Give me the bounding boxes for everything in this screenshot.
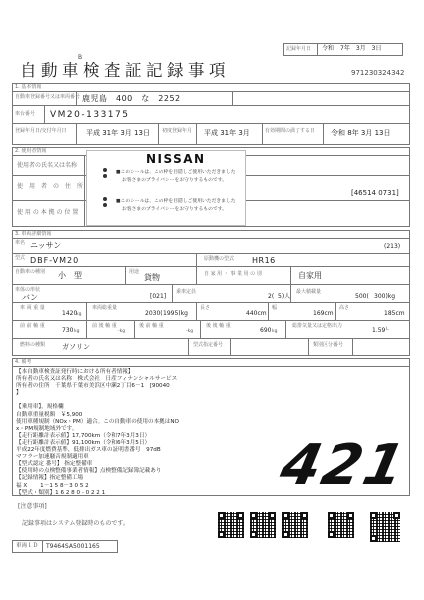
user-name-label: 使用者の氏名又は名称 <box>17 162 78 169</box>
rear-axle-unit: kg <box>272 329 278 334</box>
remarks-line: 使用車種規制（NOx・PM）適合。この自動車の使用の本拠はNO <box>16 418 179 425</box>
qr-code <box>370 512 400 542</box>
qr-code <box>250 512 276 538</box>
max-load-label: 最大積載量 <box>296 289 322 295</box>
body-shape-label: 車体の形状 <box>15 287 41 293</box>
class-number-label: 類別区分番号 <box>313 342 344 348</box>
remarks-line: 福 X 1－1 5 8－3 0 5 2 <box>16 482 89 489</box>
height-value: 185cm <box>384 310 405 317</box>
remarks-line: マフラー加速騒音規制適用車 <box>16 454 89 461</box>
vehicle-kind-value: 小 型 <box>58 271 82 280</box>
remarks-line: 平成22年度燃費基準，低排出ガス車の証明書番号 97dB <box>16 447 161 454</box>
vehicle-id-label: 車両ＩＤ <box>16 543 39 549</box>
make-label: 車名 <box>15 240 26 246</box>
fuel-value: ガソリン <box>62 343 90 351</box>
first-year-label: 初度登録年月 <box>162 128 193 134</box>
first-year-value: 平成 31年 3月 <box>204 129 250 137</box>
body-shape-value: バン <box>22 293 38 302</box>
registration-number-label: 自動車登録番号又は車両番号 <box>15 94 81 100</box>
engine-model-label: 原動機の型式 <box>204 256 235 262</box>
rear-axle-value: 690 <box>260 327 272 334</box>
registration-number-value: 鹿児島 400 な 2252 <box>82 94 181 103</box>
purpose-value: 自家用 <box>298 271 322 280</box>
remarks-line: 所有者の住所 千葉県千葉市美浜区中瀬2丁目6－1 [90040 <box>16 383 170 390</box>
remarks-line: x・PM規制地域外です。 <box>16 425 78 432</box>
make-code: (213) <box>384 243 401 250</box>
rear-front-axle-label: 後 前 軸 重 <box>139 323 164 329</box>
remarks-line: 【本自動車検査証発行時における所有者情報】 <box>16 369 134 375</box>
user-address-label: 使 用 者 の 住 所 <box>17 183 84 190</box>
length-label: 長さ <box>200 305 211 311</box>
displacement-value: 1.59 <box>372 327 386 334</box>
sticker-dot <box>103 197 107 201</box>
purpose-label: 自 家 用 ・ 事 業 用 の 別 <box>204 271 262 277</box>
front-axle-label: 前 前 軸 重 <box>20 323 45 329</box>
sticker-text-1b: お客さまのプライバシーをお守りするものです。 <box>122 178 227 183</box>
use-value: 貨物 <box>144 273 160 282</box>
remarks-line: 【記録情報】指定整備工場 <box>16 475 84 482</box>
first-registration-value: 平成 31年 3月 13日 <box>86 129 150 137</box>
sticker-dot <box>103 203 107 207</box>
sticker-text-1a: ■このシールは、この枠を目隠しご使用いただきました <box>116 170 236 175</box>
remarks-line: 【走行距離計表示値】91,100km（令和6年3月5日） <box>16 439 151 446</box>
qr-code <box>328 512 354 538</box>
notice-text: 記録事項はシステム登録時のものです。 <box>22 520 129 527</box>
record-date-label: 記録年月日 <box>286 46 312 52</box>
sticker-dot <box>103 174 107 178</box>
model-label: 型式 <box>15 255 26 261</box>
max-load-value: 500( <box>355 293 369 300</box>
capacity-value-2: 5)人 <box>278 293 291 300</box>
basic-info-heading: 1. 基本情報 <box>15 84 42 90</box>
chassis-number-label: 車台番号 <box>15 111 36 117</box>
handwritten-number: 421 <box>275 433 412 498</box>
remarks-line: 所有者の氏名又は名称 株式会社 日産フィナンシャルサービス <box>16 376 178 383</box>
notice-label: [注意事項] <box>18 503 47 510</box>
gross-weight-value: 2030( <box>145 310 163 317</box>
capacity-value: 2( <box>268 293 275 300</box>
use-label: 用途 <box>129 269 140 275</box>
remarks-line: 】 <box>16 390 22 397</box>
remarks-line: 【型式認定 番号】 指定整備車 <box>16 461 93 468</box>
vehicle-id-value: T9464SA5001165 <box>46 543 100 550</box>
mid-axle-value: -kg <box>118 329 126 334</box>
remarks-line: 【乗用車】，規格欄 <box>16 404 64 411</box>
nissan-logo: NISSAN <box>146 152 206 166</box>
form-mark: B <box>78 54 83 61</box>
max-load-value-2: 300)kg <box>374 293 396 300</box>
rear-front-axle-value: -kg <box>186 329 194 334</box>
sticker-dot <box>103 168 107 172</box>
engine-model-value: HR16 <box>252 256 276 265</box>
chassis-number-value: VM20-133175 <box>50 110 130 120</box>
gross-weight-value-2: 1995)kg <box>163 310 188 317</box>
displacement-unit: L <box>386 327 389 332</box>
record-date-value: 令和 7年 3月 3日 <box>322 45 382 52</box>
remarks-heading: 4. 備考 <box>15 359 32 365</box>
expiry-value: 令和 8年 3月 13日 <box>331 129 391 137</box>
sticker-text-2b: お客さまのプライバシーをお守りするものです。 <box>122 207 227 212</box>
user-info-heading: 2. 使用者情報 <box>15 148 47 154</box>
expiry-label: 有効期間の満了する日 <box>265 128 316 134</box>
page-title: 自動車検査証記録事項 <box>20 61 230 80</box>
gross-weight-label: 車両総重量 <box>92 305 118 311</box>
displacement-label: 総排気量又は定格出力 <box>292 323 343 329</box>
fuel-label: 燃料の種類 <box>20 342 46 348</box>
qr-code <box>218 512 244 538</box>
remarks-line: 自動車重量税額 ￥5,900 <box>16 411 83 418</box>
capacity-label: 乗車定員 <box>176 289 197 295</box>
height-label: 高さ <box>339 305 350 311</box>
model-value: DBF-VM20 <box>30 256 80 265</box>
user-location-label: 使 用 の 本 拠 の 位 置 <box>17 209 79 216</box>
vehicle-weight-label: 車 両 重 量 <box>20 305 45 311</box>
remarks-line: 【走行距離計表示値】17,700km（令和7年3月3日） <box>16 432 151 439</box>
remarks-text <box>16 369 316 497</box>
type-number-label: 型式指定番号 <box>193 342 224 348</box>
width-label: 幅 <box>272 305 278 311</box>
vehicle-weight-value: 1420 <box>62 310 78 317</box>
remarks-line: 【型式・類別】1 6 2 8 0 - 0 2 2 1 <box>16 489 106 496</box>
remarks-line: 【使用時の点検整備事業者情報】点検整備記録簿記載あり <box>16 468 162 475</box>
vehicle-kind-label: 自動車の種別 <box>15 269 46 275</box>
user-code: [46514 0731] <box>351 189 399 197</box>
rear-axle-label: 後 後 軸 重 <box>206 323 231 329</box>
body-shape-code: [021] <box>150 293 167 300</box>
first-registration-label: 登録年月日/交付年月日 <box>15 128 67 134</box>
front-axle-value: 730 <box>62 327 74 334</box>
document-number: 971230324342 <box>351 69 405 77</box>
length-value: 440cm <box>246 310 267 317</box>
make-value: ニッサン <box>30 241 62 250</box>
width-value: 169cm <box>313 310 334 317</box>
vehicle-weight-unit: kg <box>76 312 82 317</box>
qr-code <box>282 512 308 538</box>
front-axle-unit: kg <box>74 329 80 334</box>
mid-axle-label: 前 後 軸 重 <box>92 323 117 329</box>
vehicle-detail-heading: 3. 車両詳細情報 <box>15 231 52 237</box>
sticker-text-2a: ■このシールは、この枠を目隠しご使用いただきました <box>116 199 236 204</box>
